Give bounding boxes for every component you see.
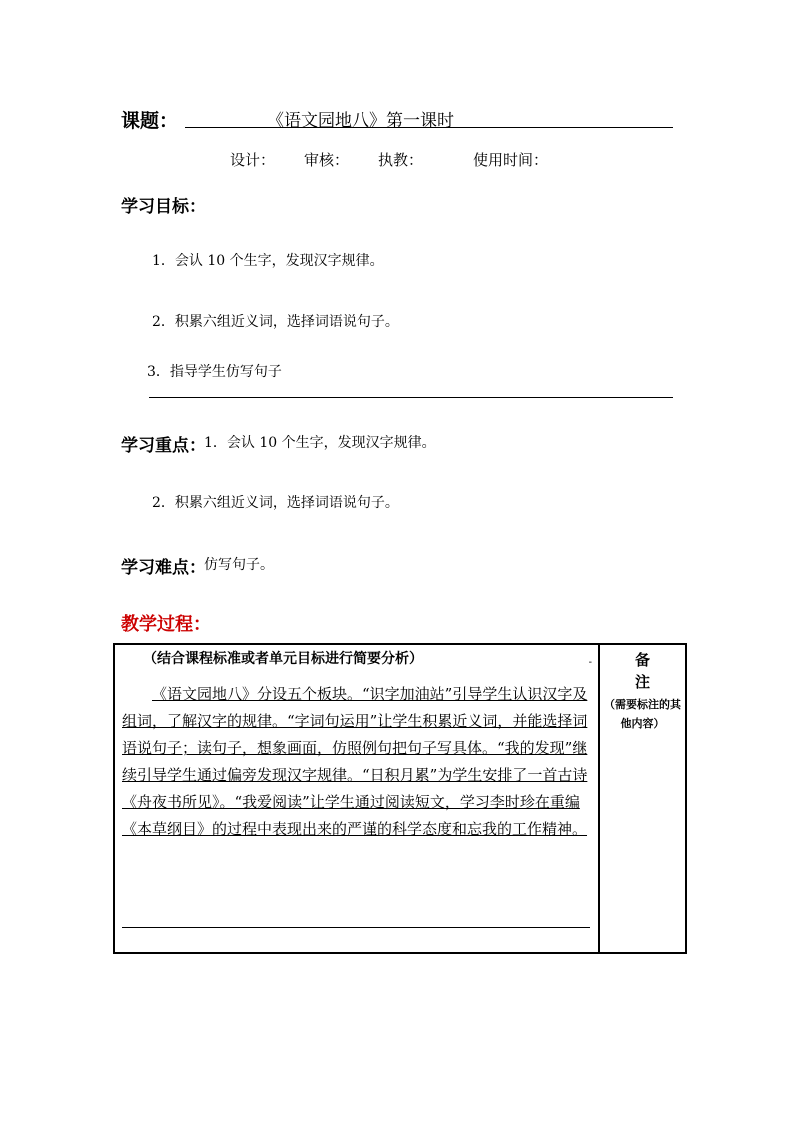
difficulty-text: 仿写句子。 (204, 557, 274, 573)
goal-item-2: 2．积累六组近义词，选择词语说句子。 (152, 314, 399, 330)
goal-item-1: 1．会认 10 个生字，发现汉字规律。 (152, 253, 384, 269)
title-label: 课题： (121, 110, 179, 132)
lesson-title: 《语文园地八》第一课时 (267, 111, 454, 131)
teach-field: 执教： (378, 151, 424, 169)
key-point-2: 2．积累六组近义词，选择词语说句子。 (152, 495, 399, 511)
process-table (113, 643, 687, 954)
use-time-field: 使用时间： (473, 151, 549, 169)
analysis-paragraph (122, 681, 589, 843)
remarks-heading (600, 649, 685, 693)
review-field: 审核： (304, 151, 350, 169)
key-point-1: 1．会认 10 个生字，发现汉字规律。 (204, 435, 436, 451)
goal-underline (149, 397, 673, 398)
analysis-cell (114, 644, 599, 953)
goal-item-3: 3．指导学生仿写句子 (147, 364, 282, 380)
difficulty-label: 学习难点： (121, 558, 206, 578)
remarks-note: （需要标注的其他内容） (604, 698, 681, 730)
analysis-heading: （结合课程标准或者单元目标进行简要分析） (143, 651, 423, 667)
key-points-label: 学习重点： (121, 436, 206, 456)
design-field: 设计： (230, 151, 276, 169)
remarks-cell (599, 644, 686, 953)
goals-label: 学习目标： (121, 197, 206, 217)
analysis-bottom-line (122, 927, 590, 928)
dash-mark: - (588, 657, 592, 668)
analysis-text: 《语文园地八》分设五个板块。“识字加油站”引导学生认识汉字及组词，了解汉字的规律。“字词句运用”让学生积累近义词，并能选择词语说句子；读句子，想象画面，仿照例句把句子写具体。“我的发现”继续引导学生通过偏旁发现汉字规律。“日积月累”为学生安排了一首古诗《舟夜书所见》。“我爱阅读”让学生通过阅读短文，学习李时珍在重编《本草纲目》的过程中表现出来的严谨的科学态度和忘我的工作精神。 (122, 685, 588, 838)
remarks-heading-1: 备 (634, 651, 650, 669)
process-title: 教学过程： (121, 614, 211, 635)
remarks-heading-2: 注 (634, 673, 650, 691)
